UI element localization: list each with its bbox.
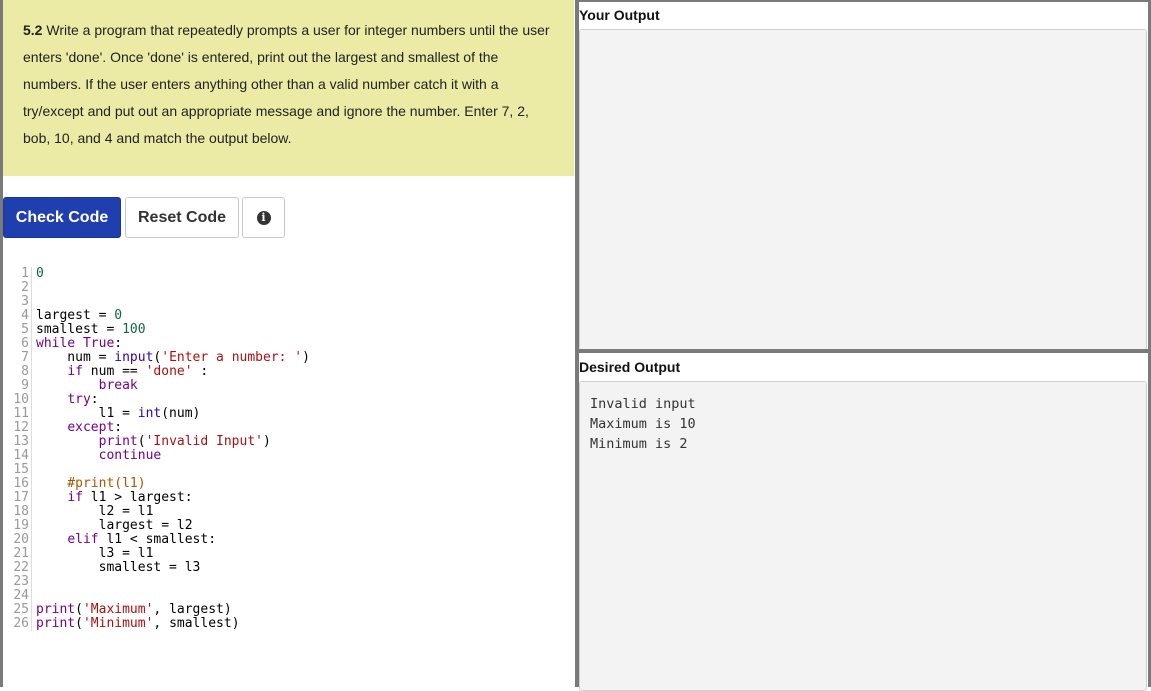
reset-code-button[interactable]: Reset Code <box>125 197 239 238</box>
code-token: 0 <box>36 266 44 281</box>
code-token: ( <box>75 602 83 617</box>
code-token: while <box>36 336 76 351</box>
code-line[interactable] <box>36 323 310 337</box>
code-token: #print(l1) <box>36 476 146 491</box>
code-token: l2 = l1 <box>36 504 154 519</box>
code-token: largest = <box>36 308 115 323</box>
check-code-button[interactable]: Check Code <box>3 197 121 238</box>
code-line[interactable] <box>36 351 310 365</box>
line-number-gutter: 1 2 3 4 5 6 7 8 9 10 11 12 13 14 15 16 17 18 19 20 21 22 23 24 25 26 <box>3 267 32 631</box>
code-token: num == <box>82 364 146 379</box>
code-line[interactable] <box>36 421 310 435</box>
code-token <box>75 336 83 351</box>
code-token: if <box>67 364 83 379</box>
code-token: break <box>98 378 138 393</box>
code-token: 'Maximum' <box>82 602 154 617</box>
code-token: l3 = l1 <box>36 546 154 561</box>
problem-statement <box>3 0 574 176</box>
top-border <box>579 0 1151 2</box>
output-pane <box>579 0 1151 687</box>
code-token: 0 <box>114 308 123 323</box>
code-line[interactable] <box>36 575 310 589</box>
code-token: except <box>67 420 115 435</box>
code-token <box>36 434 99 449</box>
code-token: elif <box>67 532 99 547</box>
info-button[interactable] <box>242 197 285 238</box>
code-token: 'Enter a number: ' <box>161 350 303 365</box>
code-line[interactable] <box>36 519 310 533</box>
code-token: 'Minimum' <box>82 616 154 631</box>
code-line[interactable] <box>36 589 310 603</box>
code-token: smallest = <box>36 322 123 337</box>
desired-output-text: Invalid input Maximum is 10 Minimum is 2 <box>590 396 696 452</box>
code-token: input <box>114 350 154 365</box>
code-token <box>36 364 67 379</box>
code-token <box>36 532 67 547</box>
code-token: int <box>137 406 162 421</box>
code-token: num = <box>36 350 115 365</box>
code-token: (num) <box>161 406 201 421</box>
code-token <box>36 448 99 463</box>
code-token <box>36 378 99 393</box>
code-token: print <box>36 602 76 617</box>
code-token: ( <box>137 434 146 449</box>
code-editor[interactable] <box>3 267 574 647</box>
code-line[interactable] <box>36 477 310 491</box>
problem-text: Write a program that repeatedly prompts a user for integer numbers until the user enters 'done'. Once 'done' is entered, print out the largest and smallest of the numbers. If the user enters anything other than a valid number catch it with a try/except and put out an appropriate message and ignore the number. Enter 7, 2, bob, 10, and 4 and match the output below. <box>23 22 550 146</box>
code-token: l1 = <box>36 406 138 421</box>
code-token: print <box>36 616 76 631</box>
code-line[interactable] <box>36 449 310 463</box>
code-line[interactable] <box>36 603 310 617</box>
left-border <box>0 0 3 687</box>
code-token: : <box>114 336 123 351</box>
code-line[interactable] <box>36 435 310 449</box>
code-token: ) <box>302 350 310 365</box>
code-line[interactable] <box>36 379 310 393</box>
code-token: smallest = l3 <box>36 560 201 575</box>
code-token: , smallest) <box>153 616 240 631</box>
code-line[interactable] <box>36 407 310 421</box>
code-token: try <box>67 392 91 407</box>
your-output-title: Your Output <box>579 7 660 23</box>
code-line[interactable] <box>36 267 310 281</box>
code-line[interactable] <box>36 561 310 575</box>
problem-number: 5.2 <box>23 22 43 38</box>
code-line[interactable] <box>36 365 310 379</box>
code-token: 'Invalid Input' <box>145 434 263 449</box>
code-token: ( <box>153 350 162 365</box>
code-token: 'done' <box>145 364 193 379</box>
code-token: ) <box>263 434 271 449</box>
exercise-pane <box>0 0 575 687</box>
code-token: continue <box>98 448 162 463</box>
desired-output-title: Desired Output <box>579 359 681 375</box>
info-icon: i <box>257 211 271 225</box>
code-token: , largest) <box>153 602 232 617</box>
code-line[interactable] <box>36 393 310 407</box>
code-line[interactable] <box>36 505 310 519</box>
code-token: 100 <box>122 322 146 337</box>
code-token: : <box>90 392 99 407</box>
code-token: if <box>67 490 83 505</box>
code-token: : <box>114 420 123 435</box>
code-line[interactable] <box>36 463 310 477</box>
code-token: l1 > largest: <box>82 490 193 505</box>
code-line[interactable] <box>36 281 310 295</box>
code-line[interactable] <box>36 309 310 323</box>
code-token <box>36 392 67 407</box>
code-token: ( <box>75 616 83 631</box>
code-token: True <box>82 336 115 351</box>
code-token: print <box>98 434 138 449</box>
code-token <box>36 490 67 505</box>
code-line[interactable] <box>36 491 310 505</box>
output-divider <box>579 349 1151 353</box>
code-text[interactable] <box>36 267 310 631</box>
code-line[interactable] <box>36 547 310 561</box>
code-token: largest = l2 <box>36 518 193 533</box>
code-line[interactable] <box>36 337 310 351</box>
code-line[interactable] <box>36 617 310 631</box>
code-token: : <box>192 364 209 379</box>
desired-output-box <box>579 381 1147 691</box>
code-line[interactable] <box>36 295 310 309</box>
code-token <box>36 420 67 435</box>
your-output-box <box>579 29 1147 350</box>
code-token: l1 < smallest: <box>98 532 217 547</box>
code-line[interactable] <box>36 533 310 547</box>
